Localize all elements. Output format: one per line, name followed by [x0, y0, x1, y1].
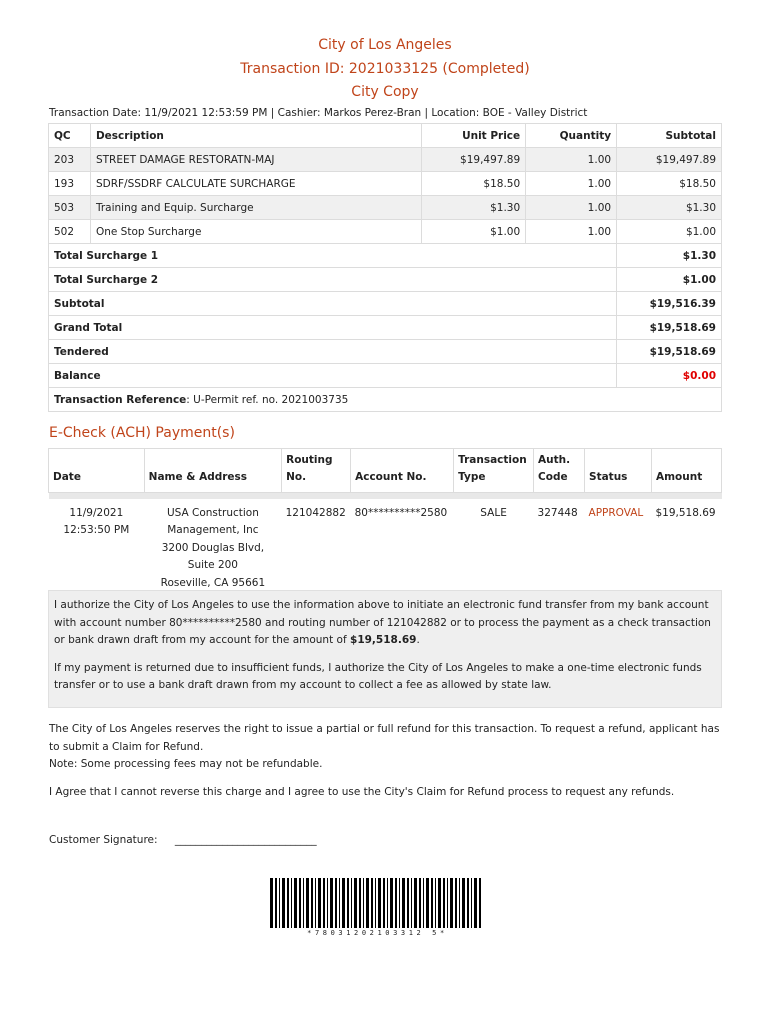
agreement-text: I Agree that I cannot reverse this charge and I agree to use the City's Claim for Refund process to request any refunds. — [49, 786, 675, 798]
row-subtotal: $19,497.89 — [617, 148, 722, 172]
ach-header-routing: Routing No. — [282, 449, 351, 493]
ach-header-date: Date — [49, 449, 145, 493]
ach-header-account: Account No. — [351, 449, 454, 493]
ach-date-cell — [49, 499, 145, 599]
table-row — [49, 220, 722, 244]
row-quantity: 1.00 — [526, 172, 617, 196]
balance-row — [49, 364, 722, 388]
total-value: $19,518.69 — [617, 340, 722, 364]
ach-header-type: Transaction Type — [454, 449, 534, 493]
authorization-paragraph-2: If my payment is returned due to insufficient funds, I authorize the City of Los Angeles to make a one-time electronic funds transfer or to use a bank draft drawn from my account to collect a fee as allowed by state law. — [54, 661, 702, 691]
ach-status: APPROVAL — [588, 506, 644, 519]
row-unit-price: $18.50 — [422, 172, 526, 196]
items-table — [48, 123, 722, 412]
ach-name-cell — [144, 499, 281, 599]
table-row — [49, 172, 722, 196]
ach-address-line: Roseville, CA 95661 — [160, 576, 266, 589]
balance-value: $0.00 — [617, 364, 722, 388]
header-qc: QC — [49, 124, 91, 148]
header-subtotal: Subtotal — [617, 124, 722, 148]
table-row — [49, 148, 722, 172]
auth-amount: $19,518.69 — [350, 634, 417, 646]
tendered-row — [49, 340, 722, 364]
row-qc: 203 — [49, 148, 91, 172]
reference-label: Transaction Reference — [54, 393, 187, 406]
row-qc: 193 — [49, 172, 91, 196]
ach-header-auth: Auth. Code — [534, 449, 585, 493]
transaction-reference — [49, 388, 722, 412]
ach-auth: 327448 — [537, 506, 578, 519]
row-unit-price: $19,497.89 — [422, 148, 526, 172]
ach-routing: 121042882 — [285, 506, 346, 519]
grand-total-row — [49, 316, 722, 340]
ach-table — [48, 448, 722, 598]
header-unit-price: Unit Price — [422, 124, 526, 148]
ach-header-row — [49, 449, 722, 493]
ach-account: 80**********2580 — [354, 506, 448, 519]
authorization-box — [48, 590, 722, 708]
ach-name-line: USA Construction — [166, 506, 259, 519]
ach-header-amount: Amount — [651, 449, 721, 493]
barcode-text: *78031202103312 5* — [307, 929, 448, 937]
barcode — [270, 878, 485, 937]
auth-end: . — [416, 634, 420, 646]
row-subtotal: $1.30 — [617, 196, 722, 220]
row-description: Training and Equip. Surcharge — [90, 196, 421, 220]
refund-note: Note: Some processing fees may not be refundable. — [49, 758, 323, 770]
total-surcharge-1-row — [49, 244, 722, 268]
ach-name-line: Management, Inc — [167, 524, 259, 536]
row-unit-price: $1.00 — [422, 220, 526, 244]
total-value: $19,518.69 — [617, 316, 722, 340]
row-quantity: 1.00 — [526, 196, 617, 220]
total-label: Balance — [49, 364, 617, 388]
refund-text: The City of Los Angeles reserves the right to issue a partial or full refund for this transaction. To request a refund, applicant has to submit a Claim for Refund. — [49, 723, 720, 753]
row-quantity: 1.00 — [526, 148, 617, 172]
signature-area — [49, 834, 317, 846]
row-description: SDRF/SSDRF CALCULATE SURCHARGE — [90, 172, 421, 196]
transaction-info-line: Transaction Date: 11/9/2021 12:53:59 PM | Cashier: Markos Perez-Bran | Location: BOE - Valley District — [49, 107, 588, 119]
signature-label: Customer Signature: — [49, 834, 158, 846]
authorization-paragraph-1 — [54, 597, 716, 650]
total-label: Tendered — [49, 340, 617, 364]
ach-type: SALE — [480, 506, 507, 519]
total-surcharge-2-row — [49, 268, 722, 292]
ach-row — [49, 499, 722, 599]
subtotal-row — [49, 292, 722, 316]
total-label: Total Surcharge 2 — [49, 268, 617, 292]
row-description: STREET DAMAGE RESTORATN-MAJ — [90, 148, 421, 172]
row-subtotal: $18.50 — [617, 172, 722, 196]
ach-header-status: Status — [585, 449, 652, 493]
total-value: $1.00 — [617, 268, 722, 292]
row-description: One Stop Surcharge — [90, 220, 421, 244]
total-label: Total Surcharge 1 — [49, 244, 617, 268]
city-name: City of Los Angeles — [318, 37, 452, 53]
header-quantity: Quantity — [526, 124, 617, 148]
transaction-id: Transaction ID: 2021033125 (Completed) — [240, 60, 530, 77]
header-description: Description — [90, 124, 421, 148]
ach-date: 11/9/2021 — [69, 506, 124, 519]
barcode-bars — [270, 878, 485, 928]
row-qc: 502 — [49, 220, 91, 244]
auth-text: I authorize the City of Los Angeles to use the information above to initiate an electronic fund transfer from my bank account with account number 80**********2580 and routing number of 121042882 or to process the payment as a check transaction or bank drawn draft from my account for the amount of — [54, 599, 711, 646]
signature-line: ___________________________ — [174, 834, 317, 846]
receipt-header — [0, 34, 770, 105]
ach-address-line: 3200 Douglas Blvd, — [161, 541, 265, 554]
row-unit-price: $1.30 — [422, 196, 526, 220]
transaction-reference-row — [49, 388, 722, 412]
row-subtotal: $1.00 — [617, 220, 722, 244]
ach-address-line: Suite 200 — [187, 559, 238, 571]
total-label: Subtotal — [49, 292, 617, 316]
table-row — [49, 196, 722, 220]
total-value: $1.30 — [617, 244, 722, 268]
items-header-row — [49, 124, 722, 148]
refund-notice — [49, 721, 729, 774]
copy-label: City Copy — [351, 84, 419, 100]
total-value: $19,516.39 — [617, 292, 722, 316]
ach-header-name: Name & Address — [144, 449, 281, 493]
ach-amount: $19,518.69 — [655, 506, 716, 519]
total-label: Grand Total — [49, 316, 617, 340]
ach-time: 12:53:50 PM — [63, 524, 130, 536]
reference-value: : U-Permit ref. no. 2021003735 — [186, 393, 349, 406]
ach-section-title: E-Check (ACH) Payment(s) — [49, 425, 235, 441]
row-quantity: 1.00 — [526, 220, 617, 244]
row-qc: 503 — [49, 196, 91, 220]
